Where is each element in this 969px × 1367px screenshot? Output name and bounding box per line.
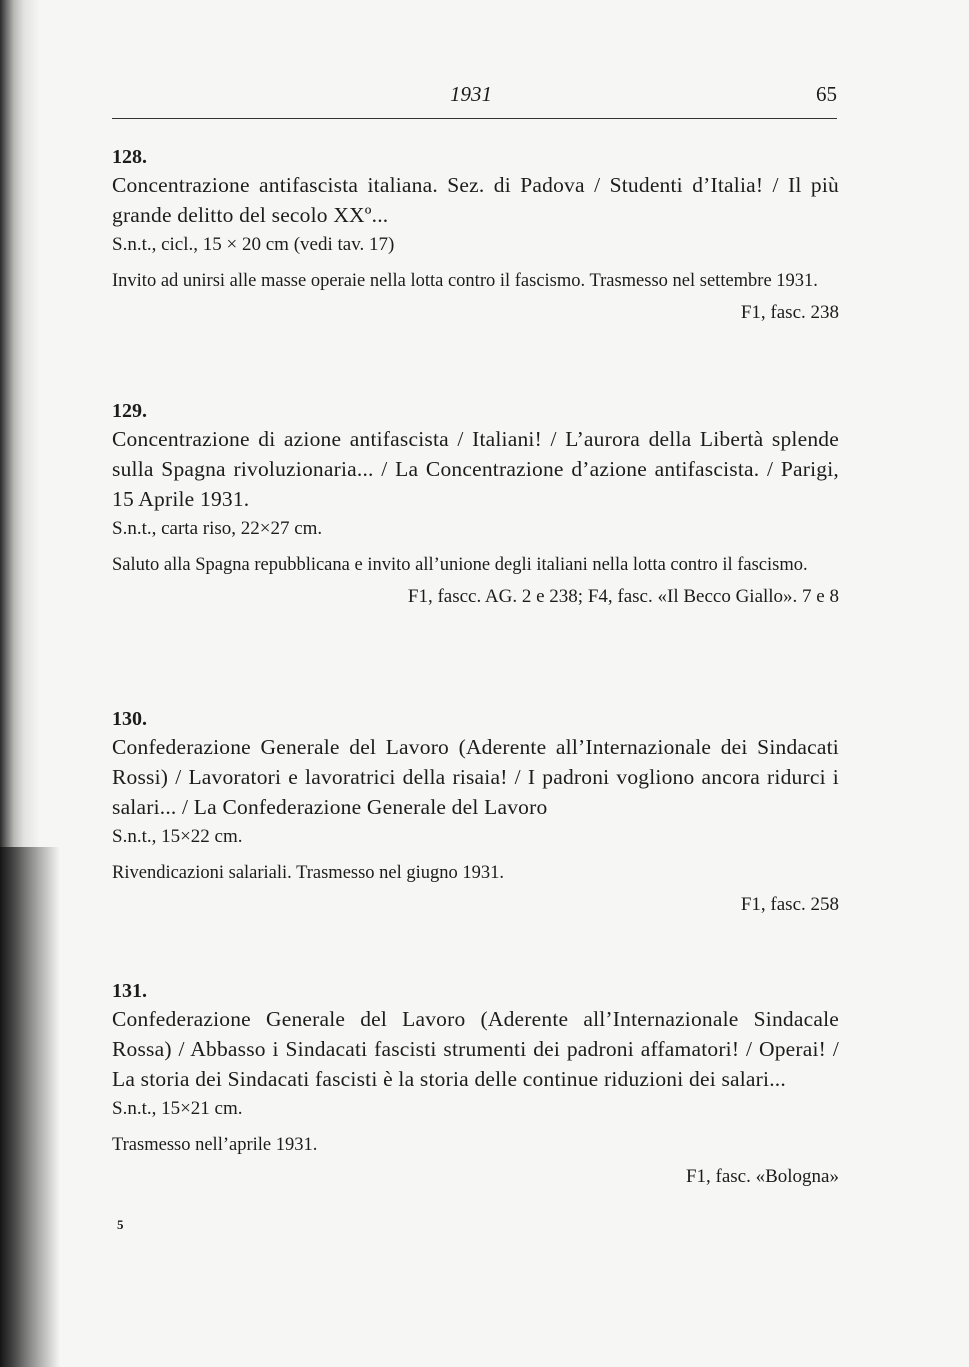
catalog-entry-129 [112,400,839,610]
entry-note: Rivendicazioni salariali. Trasmesso nel giugno 1931. [112,863,505,883]
entry-title: Concentrazione di azione antifascista / Italiani! / L’aurora della Libertà splende sulla Spagna rivoluzionaria... / La Concentrazione d’azione antifascista. / Parigi, 15 Aprile 1931. [112,427,839,511]
catalog-entry-131 [112,980,839,1190]
entry-meta: S.n.t., 15×21 cm. [112,1098,243,1119]
page-number: 65 [816,82,837,106]
catalog-entry-128 [112,146,839,326]
entry-meta: S.n.t., carta riso, 22×27 cm. [112,518,323,539]
entry-reference: F1, fasc. «Bologna» [685,1166,839,1187]
entry-reference: F1, fascc. AG. 2 e 238; F4, fasc. «Il Becco Giallo». 7 e 8 [407,586,839,607]
entry-title: Confederazione Generale del Lavoro (Aderente all’Internazionale dei Sindacati Rossi) / Lavoratori e lavoratrici della risaia! / I padroni vogliono ancora ridurci i salari... / La Confederazione Generale del Lavoro [112,735,839,819]
entry-title: Confederazione Generale del Lavoro (Aderente all’Internazionale Sindacale Rossa) / Abbasso i Sindacati fascisti strumenti dei padroni affamatori! / Operai! / La storia dei Sindacati fascisti è la storia delle continue riduzioni dei salari... [112,1007,839,1091]
entry-title: Concentrazione antifascista italiana. Sez. di Padova / Studenti d’Italia! / Il più grande delitto del secolo XXº... [112,173,839,227]
running-head [112,82,837,112]
page-binding-edge [0,0,40,1367]
entry-meta: S.n.t., 15×22 cm. [112,826,243,847]
entry-number: 128. [112,146,147,168]
entry-reference: F1, fasc. 258 [740,894,839,915]
entry-meta: S.n.t., cicl., 15 × 20 cm (vedi tav. 17) [112,234,395,255]
running-title: 1931 [450,82,492,106]
entry-number: 129. [112,400,147,422]
entry-note: Saluto alla Spagna repubblicana e invito all’unione degli italiani nella lotta contro il fascismo. [112,555,808,575]
catalog-entry-130 [112,708,839,918]
entry-number: 131. [112,980,147,1002]
entry-note: Trasmesso nell’aprile 1931. [112,1135,318,1155]
entry-note: Invito ad unirsi alle masse operaie nella lotta contro il fascismo. Trasmesso nel settembre 1931. [112,271,818,291]
entry-number: 130. [112,708,147,730]
header-rule [112,118,837,119]
entry-reference: F1, fasc. 238 [740,302,839,323]
signature-mark: 5 [117,1217,124,1232]
